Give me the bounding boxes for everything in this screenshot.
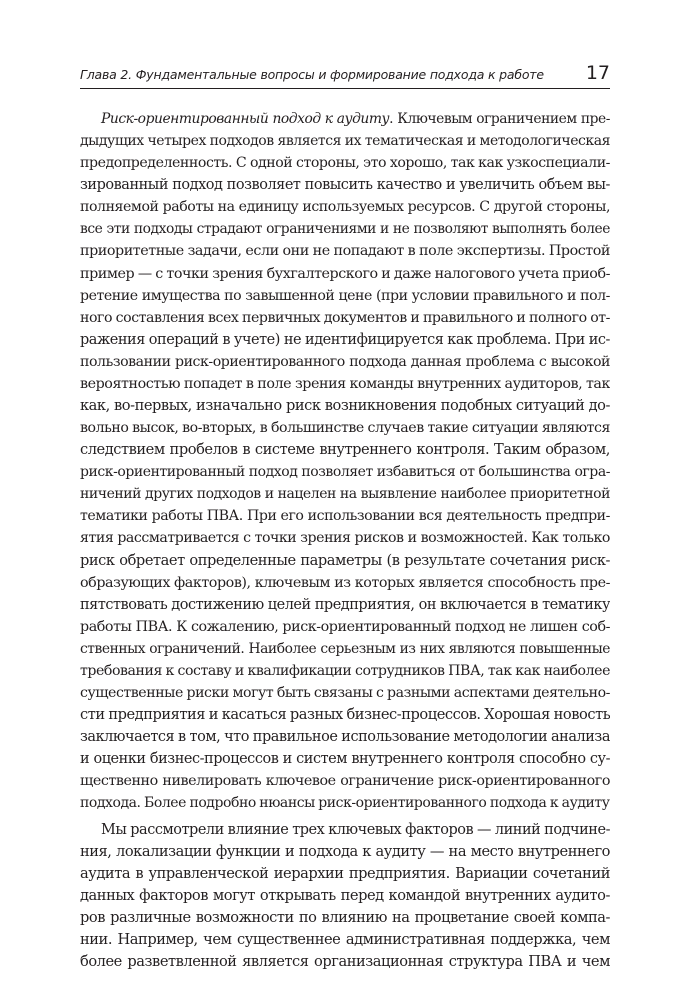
paragraph-factors-summary (80, 819, 610, 974)
paragraph-risk-oriented-approach (80, 108, 610, 815)
text-line: заключается в том, что правильное использование методологии анализа (80, 729, 610, 746)
text-line: щественно нивелировать ключевое ограничение риск-ориентированного (80, 773, 610, 790)
text-line: риск обретает определенные параметры (в результате сочетания риск- (80, 551, 610, 569)
text-line: сти предприятия и касаться разных бизнес-процессов. Хорошая новость (80, 706, 610, 724)
text-line: и оценки бизнес-процессов и систем внутреннего контроля способно су- (80, 751, 610, 768)
text-line: ничений других подходов и нацелен на выявление наиболее приоритетной (80, 486, 610, 503)
body-text (80, 108, 610, 973)
text-line: пятствовать достижению целей предприятия, он включается в тематику (80, 596, 610, 613)
text-line: данных факторов могут открывать перед командой внутренних аудито- (80, 886, 610, 904)
text-line: аудита в управленческой иерархии предприятия. Вариации сочетаний (80, 864, 610, 882)
paragraph-first-line: Мы рассмотрели влияние трех ключевых факторов — линий подчине- (101, 821, 610, 838)
running-title: Глава 2. Фундаментальные вопросы и формирование подхода к работе (80, 67, 544, 82)
text-line: все эти подходы страдают ограничениями и не позволяют выполнять более (80, 221, 610, 238)
text-line: ного составления всех первичных документов и правильного и полного от- (80, 309, 610, 326)
paragraph-first-line (80, 108, 610, 130)
text-line: ров различные возможности по влиянию на процветание своей компа- (80, 908, 610, 926)
running-header (80, 52, 610, 89)
text-line: ятия рассматривается с точки зрения рисков и возможностей. Как только (80, 530, 610, 547)
text-line: существенные риски могут быть связаны с разными аспектами деятельно- (80, 685, 610, 702)
text-line: более разветвленной является организационная структура ПВА и чем (80, 952, 610, 970)
text-line: пример — с точки зрения бухгалтерского и даже налогового учета приоб- (80, 265, 610, 282)
text-line-last: подхода. Более подробно нюансы риск-ориентированного подхода к аудиту (80, 795, 610, 812)
text-line: полняемой работы на единицу используемых ресурсов. С другой стороны, (80, 199, 610, 216)
text-line: предопределенность. С одной стороны, это хорошо, так как узкоспециали- (80, 155, 610, 172)
text-line: дыдущих четырех подходов является их тематическая и методологическая (80, 133, 610, 150)
text-line: ражения операций в учете) не идентифицируется как проблема. При ис- (80, 331, 610, 348)
text-line: пользовании риск-ориентированного подхода данная проблема с высокой (80, 353, 610, 370)
text-line: зированный подход позволяет повысить качество и увеличить объем вы- (80, 177, 610, 194)
text-line: ственных ограничений. Наиболее серьезным из них являются повышенные (80, 640, 610, 657)
text-line: ретение имущества по завышенной цене (при условии правильного и пол- (80, 287, 610, 304)
text-line: риск-ориентированный подход позволяет избавиться от большинства огра- (80, 464, 610, 481)
page-number: 17 (585, 62, 610, 84)
first-line-text: . Ключевым ограничением пре- (389, 111, 610, 127)
text-line: образующих факторов), ключевым из которых является способность пре- (80, 574, 610, 591)
text-line: как, во-первых, изначально риск возникновения подобных ситуаций до- (80, 397, 610, 415)
text-line: требования к составу и квалификации сотрудников ПВА, так как наиболее (80, 662, 610, 679)
text-line: ния, локализации функции и подхода к аудиту — на место внутреннего (80, 842, 610, 860)
text-line: нии. Например, чем существеннее административная поддержка, чем (80, 930, 610, 948)
text-line: следствием пробелов в системе внутреннего контроля. Таким образом, (80, 441, 610, 459)
text-line: вольно высок, во-вторых, в большинстве случаев такие ситуации являются (80, 420, 610, 437)
text-line: работы ПВА. К сожалению, риск-ориентированный подход не лишен соб- (80, 618, 610, 635)
text-line: приоритетные задачи, если они не попадают в поле экспертизы. Простой (80, 243, 610, 260)
text-line: тематики работы ПВА. При его использовании вся деятельность предпри- (80, 508, 610, 525)
text-line: вероятностью попадет в поле зрения команды внутренних аудиторов, так (80, 375, 610, 392)
term-risk-oriented-approach: Риск-ориентированный подход к аудиту (101, 111, 390, 127)
